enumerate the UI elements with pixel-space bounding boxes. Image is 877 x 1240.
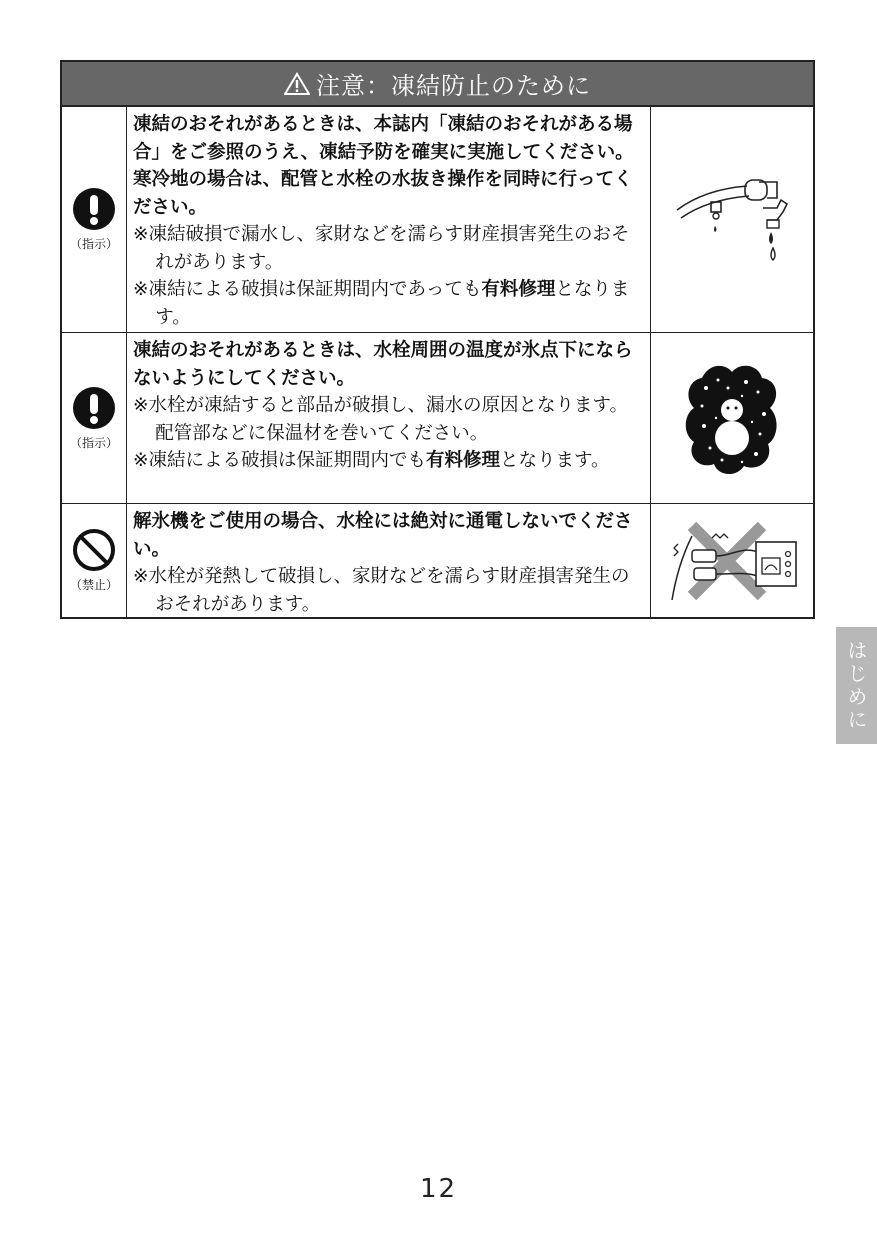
side-tab-label: はじめに (844, 639, 868, 732)
caution-row (62, 504, 813, 617)
note-text: ※凍結破損で漏水し、家財などを濡らす財産損害発生のおそれがあります。 (133, 224, 630, 273)
main-instruction: 解氷機をご使用の場合、水栓には絶対に通電しないでください。 (133, 511, 633, 560)
symbol-cell (62, 107, 127, 332)
caution-row (62, 333, 813, 504)
warning-triangle-icon (284, 72, 310, 96)
mandatory-exclamation-icon (72, 386, 116, 430)
symbol-cell (62, 333, 127, 503)
instruction-text-cell (127, 504, 651, 617)
symbol-label: （指示） (69, 237, 118, 251)
illustration-cell (651, 107, 813, 332)
note-text: ※凍結による破損は保証期間内でも有料修理となります。 (133, 450, 610, 471)
note-text: ※水栓が発熱して破損し、家財などを濡らす財産損害発生のおそれがあります。 (133, 566, 630, 615)
caution-table (60, 60, 815, 619)
prohibition-icon (72, 528, 116, 572)
main-instruction: 凍結のおそれがあるときは、水栓周囲の温度が氷点下にならないようにしてください。 (133, 340, 633, 389)
symbol-label: （禁止） (69, 578, 118, 592)
caution-title: 注意：凍結防止のために (316, 72, 591, 100)
illustration-cell (651, 333, 813, 503)
instruction-text-cell (127, 107, 651, 332)
thawing-machine-prohibited-illustration (662, 516, 802, 606)
caution-header (62, 62, 813, 107)
symbol-cell (62, 504, 127, 617)
note-text: ※水栓が凍結すると部品が破損し、漏水の原因となります。配管部などに保温材を巻いてください。 (133, 395, 629, 444)
instruction-text-cell (127, 333, 651, 503)
caution-row (62, 107, 813, 333)
page-number: 12 (419, 1174, 458, 1204)
dripping-faucet-illustration (667, 170, 797, 270)
illustration-cell (651, 504, 813, 617)
main-instruction: 凍結のおそれがあるときは、本誌内「凍結のおそれがある場合」をご参照のうえ、凍結予防を確実に実施してください。寒冷地の場合は、配管と水栓の水抜き操作を同時に行ってください。 (133, 114, 634, 218)
note-text: ※凍結による破損は保証期間内であっても有料修理となります。 (133, 279, 630, 328)
symbol-label: （指示） (69, 435, 118, 450)
section-side-tab (836, 627, 877, 744)
mandatory-exclamation-icon (72, 187, 116, 231)
snowman-illustration (682, 358, 782, 478)
